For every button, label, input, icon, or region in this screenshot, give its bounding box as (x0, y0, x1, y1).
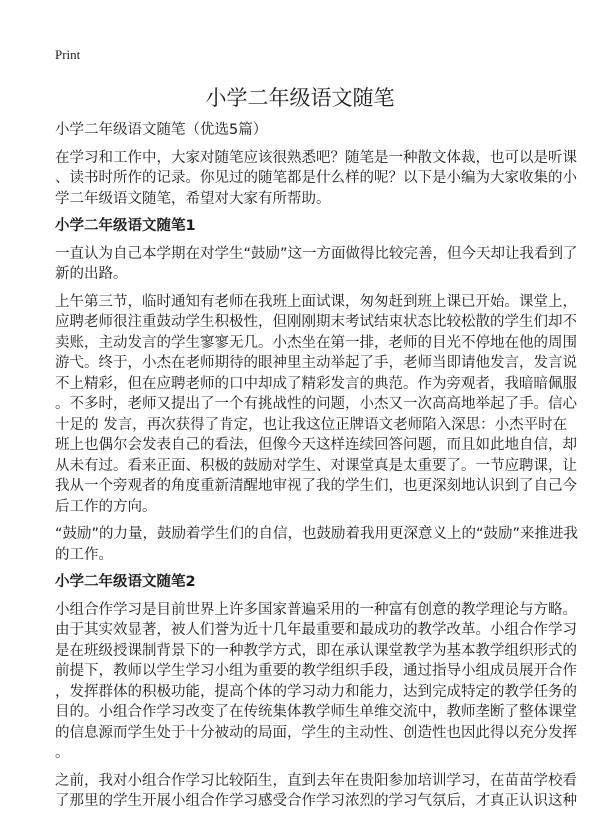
paragraph (55, 600, 577, 764)
text-line: 小学二年级语文随笔2 (55, 574, 196, 590)
text-line: 目的。小组合作学习改变了在传统集体教学师生单维交流中，教师垄断了整体课堂 (55, 704, 577, 720)
text-line: “鼓励”的力量，鼓励着学生们的自信，也鼓励着我用更深意义上的“鼓励”来推进我 (55, 526, 579, 542)
text-line: 在学习和工作中，大家对随笔应该很熟悉吧？随笔是一种散文体裁，也可以是听课 (55, 149, 577, 166)
text-line: 班上也偶尔会发表自己的看法，但像今天这样连续回答问题，而且如此地自信，却 (55, 437, 577, 453)
text-line: 小组合作学习是目前世界上许多国家普遍采用的一种富有创意的教学理论与方略。 (55, 601, 577, 618)
text-line: 。 (55, 745, 70, 761)
text-line: 学二年级语文随笔，希望对大家有所帮助。 (55, 190, 331, 207)
text-line: 从未有过。看来正面、积极的鼓励对学生、对课堂真是太重要了。一节应聘课，让 (55, 457, 577, 474)
text-line: 了那里的学生开展小组合作学习感受合作学习浓烈的学习气氛后，才真正认识这种 (55, 793, 577, 809)
text-line: 卖账，主动发言的学生寥寥无几。小杰坐在第一排，老师的目光不停地在他的周围 (55, 334, 577, 351)
text-line: 之前，我对小组合作学习比较陌生，直到去年在贵阳参加培训学习，在苗苗学校看 (55, 772, 577, 789)
text-line: 上午第三节，临时通知有老师在我班上面试课，匆匆赶到班上课已开始。课堂上， (55, 293, 577, 310)
text-line: 游弋。终于，小杰在老师期待的眼神里主动举起了手，老师当即请他发言，发言说 (55, 355, 577, 371)
text-line: 一直认为自己本学期在对学生“鼓励”这一方面做得比较完善，但今天却让我看到了 (55, 245, 578, 262)
text-line: 应聘老师很注重鼓动学生积极性，但刚刚期末考试结束状态比较松散的学生们却不 (55, 314, 577, 330)
text-line: 新的出路。 (55, 266, 128, 282)
text-line: 小学二年级语文随笔（优选5篇） (55, 122, 268, 138)
paragraph (55, 120, 555, 141)
text-line: 小学二年级语文随笔1 (55, 218, 196, 234)
section-heading (55, 572, 555, 593)
page-title: 小学二年级语文随笔 (205, 86, 395, 110)
text-line: 。不多时，老师又提出了一个有挑战性的问题，小杰又一次高高地举起了手。信心 (55, 396, 577, 412)
text-line: ，发挥群体的积极功能，提高个体的学习动力和能力，达到完成特定的教学任务的 (55, 683, 577, 700)
text-line: 的信息源而学生处于十分被动的局面，学生的主动性、创造性也因此得以充分发挥 (55, 724, 577, 741)
section-heading (55, 216, 555, 237)
print-link[interactable]: Print (55, 47, 81, 62)
text-line: 后工作的方向。 (55, 498, 157, 515)
text-line: 、读书时所作的记录。你见过的随笔都是什么样的呢？以下是小编为大家收集的小 (55, 170, 577, 186)
text-line: 由于其实效显著，被人们誉为近十几年最重要和最成功的教学改革。小组合作学习 (55, 622, 577, 638)
text-line: 前提下，教师以学生学习小组为重要的教学组织手段，通过指导小组成员展开合作 (55, 663, 577, 679)
paragraph (55, 244, 578, 285)
paragraph (55, 148, 577, 210)
text-line: 的工作。 (55, 546, 113, 563)
text-line: 我从一个旁观者的角度重新清醒地审视了我的学生们，也更深刻地认识到了自己今 (55, 478, 577, 494)
document-body (55, 120, 579, 819)
text-line: 不上精彩，但在应聘老师的口中却成了精彩发言的典范。作为旁观者，我暗暗佩服 (55, 375, 577, 392)
text-line: 十足的 发言，再次获得了肯定，也让我这位正牌语文老师陷入深思：小杰平时在 (55, 416, 568, 433)
paragraph (55, 771, 577, 812)
paragraph (55, 524, 579, 565)
paragraph (55, 292, 577, 518)
text-line: 是在班级授课制背景下的一种教学方式，即在承认课堂教学为基本教学组织形式的 (55, 642, 577, 659)
